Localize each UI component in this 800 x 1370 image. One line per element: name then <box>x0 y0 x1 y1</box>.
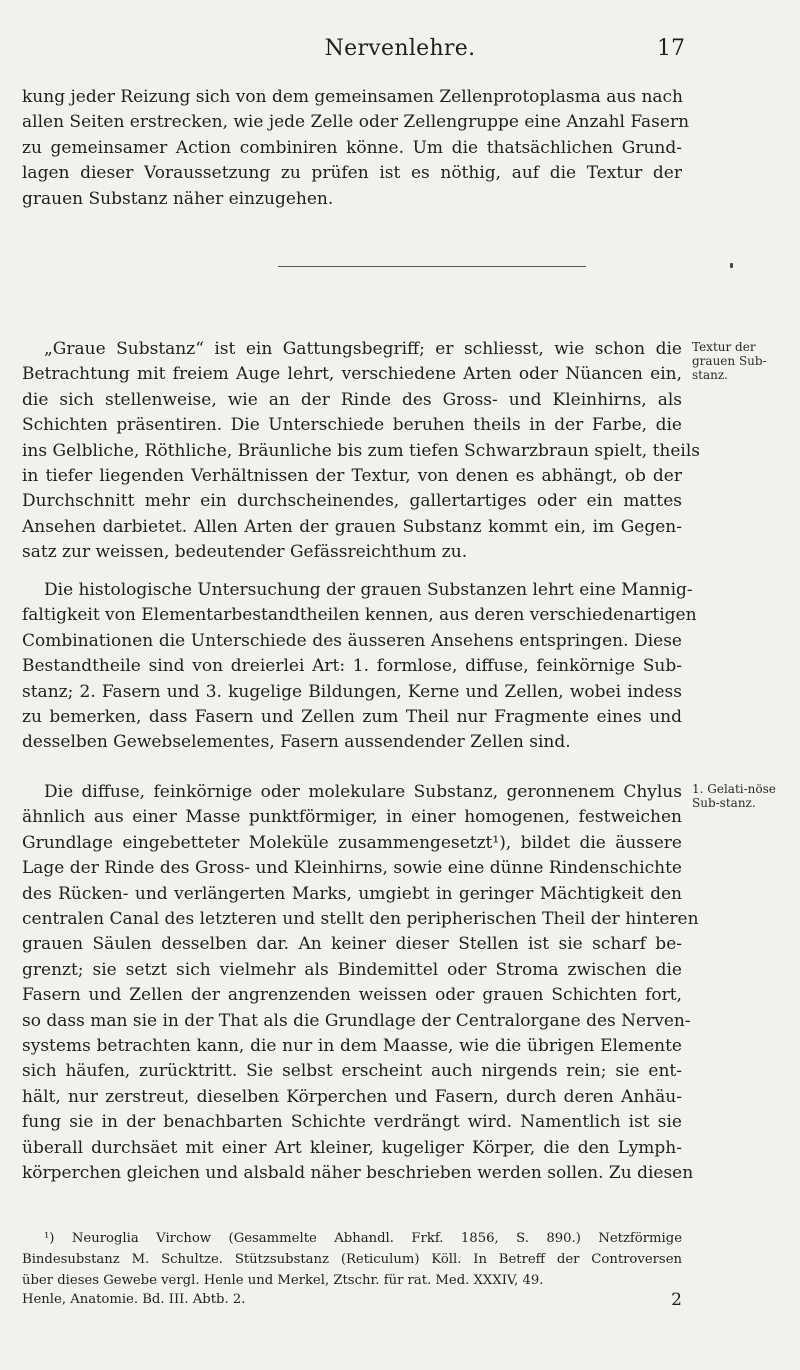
text-line: grenzt; sie setzt sich vielmehr als Bindemittel oder Stroma zwischen die <box>22 959 682 980</box>
text-line: Lage der Rinde des Gross- und Kleinhirns, sowie eine dünne Rindenschichte <box>22 858 682 879</box>
text-line: überall durchsäet mit einer Art kleiner, kugeliger Körper, die den Lymph- <box>22 1137 682 1158</box>
footnotes <box>22 1228 682 1291</box>
text-line: zu gemeinsamer Action combiniren könne. Um die thatsächlichen Grund- <box>22 137 682 158</box>
page-number: 17 <box>657 36 685 61</box>
book-source: Henle, Anatomie. Bd. III. Abtb. 2. <box>22 1292 246 1307</box>
text-line: centralen Canal des letzteren und stellt den peripherischen Theil der hinteren <box>22 909 699 930</box>
text-line: Die diffuse, feinkörnige oder molekulare Substanz, geronnenem Chylus <box>44 782 682 802</box>
text-line: Bestandtheile sind von dreierlei Art: 1. formlose, diffuse, feinkörnige Sub- <box>22 656 682 677</box>
text-line: sich häufen, zurücktritt. Sie selbst erscheint auch nirgends rein; sie ent- <box>22 1061 682 1082</box>
text-line: grauen Substanz näher einzugehen. <box>22 188 334 209</box>
text-line: ins Gelbliche, Röthliche, Bräunliche bis zum tiefen Schwarzbraun spielt, theils <box>22 440 701 461</box>
section-divider <box>278 266 586 267</box>
text-line: satz zur weissen, bedeutender Gefässreichthum zu. <box>22 542 468 563</box>
text-line: Ansehen darbietet. Allen Arten der grauen Substanz kommt ein, im Gegen- <box>22 516 682 537</box>
page-footer <box>22 1290 682 1310</box>
marginal-note-gelatinoes: 1. Gelati-nöse Sub-stanz. <box>692 782 776 810</box>
graue-substanz-paragraph <box>22 337 701 566</box>
text-line: körperchen gleichen und alsbald näher beschrieben werden sollen. Zu diesen <box>22 1163 694 1184</box>
text-line: zu bemerken, dass Fasern und Zellen zum Theil nur Fragmente eines und <box>22 707 682 728</box>
text-line: in tiefer liegenden Verhältnissen der Textur, von denen es abhängt, ob der <box>22 466 682 487</box>
text-line: Betrachtung mit freiem Auge lehrt, verschiedene Arten oder Nüancen ein, <box>22 364 682 385</box>
running-title: Nervenlehre. <box>324 36 476 61</box>
text-line: Fasern und Zellen der angrenzenden weissen oder grauen Schichten fort, <box>22 985 682 1006</box>
signature-mark: 2 <box>671 1290 682 1310</box>
text-line: so dass man sie in der That als die Grundlage der Centralorgane des Nerven- <box>22 1010 691 1031</box>
footnote-line: ¹) Neuroglia Virchow (Gesammelte Abhandl. Frkf. 1856, S. 890.) Netzförmige <box>44 1231 682 1246</box>
text-line: stanz; 2. Fasern und 3. kugelige Bildungen, Kerne und Zellen, wobei indess <box>22 681 682 702</box>
text-line: Combinationen die Unterschiede des äusseren Ansehens entspringen. Diese <box>22 630 682 651</box>
text-line: allen Seiten erstrecken, wie jede Zelle oder Zellengruppe eine Anzahl Fasern <box>22 112 690 133</box>
text-line: systems betrachten kann, die nur in dem Maasse, wie die übrigen Elemente <box>22 1036 682 1057</box>
footnote-line: Bindesubstanz M. Schultze. Stützsubstanz (Reticulum) Köll. In Betreff der Controversen <box>22 1252 682 1267</box>
text-line: Die histologische Untersuchung der grauen Substanzen lehrt eine Mannig- <box>44 580 693 600</box>
text-line: lagen dieser Voraussetzung zu prüfen ist es nöthig, auf die Textur der <box>22 163 682 184</box>
text-line: Schichten präsentiren. Die Unterschiede beruhen theils in der Farbe, die <box>22 415 682 436</box>
text-line: hält, nur zerstreut, dieselben Körperchen und Fasern, durch deren Anhäu- <box>22 1086 682 1107</box>
text-line: Durchschnitt mehr ein durchscheinendes, gallertartiges oder ein mattes <box>22 491 682 512</box>
histologie-paragraph <box>22 578 697 756</box>
text-line: „Graue Substanz“ ist ein Gattungsbegriff; er schliesst, wie schon die <box>44 339 682 359</box>
text-line: desselben Gewebselementes, Fasern aussendender Zellen sind. <box>22 732 571 753</box>
text-line: ähnlich aus einer Masse punktförmiger, in einer homogenen, festweichen <box>22 807 682 828</box>
marginal-note-textur: Textur der grauen Sub-stanz. <box>692 340 767 382</box>
text-line: grauen Säulen desselben dar. An keiner dieser Stellen ist sie scharf be- <box>22 934 682 955</box>
gelatinoese-substanz-paragraph <box>22 780 699 1187</box>
text-line: faltigkeit von Elementarbestandtheilen kennen, aus deren verschiedenartigen <box>22 605 697 626</box>
page-header <box>0 36 800 76</box>
text-line: des Rücken- und verlängerten Marks, umgiebt in geringer Mächtigkeit den <box>22 883 682 904</box>
text-line: Grundlage eingebetteter Moleküle zusammengesetzt¹), bildet die äussere <box>22 832 682 853</box>
footnote-line: über dieses Gewebe vergl. Henle und Merkel, Ztschr. für rat. Med. XXXIV, 49. <box>22 1273 544 1288</box>
text-line: fung sie in der benachbarten Schichte verdrängt wird. Namentlich ist sie <box>22 1112 682 1133</box>
text-line: die sich stellenweise, wie an der Rinde des Gross- und Kleinhirns, als <box>22 389 682 410</box>
ink-mark <box>730 263 733 268</box>
text-line: kung jeder Reizung sich von dem gemeinsamen Zellenprotoplasma aus nach <box>22 87 683 107</box>
intro-paragraph <box>22 85 690 212</box>
